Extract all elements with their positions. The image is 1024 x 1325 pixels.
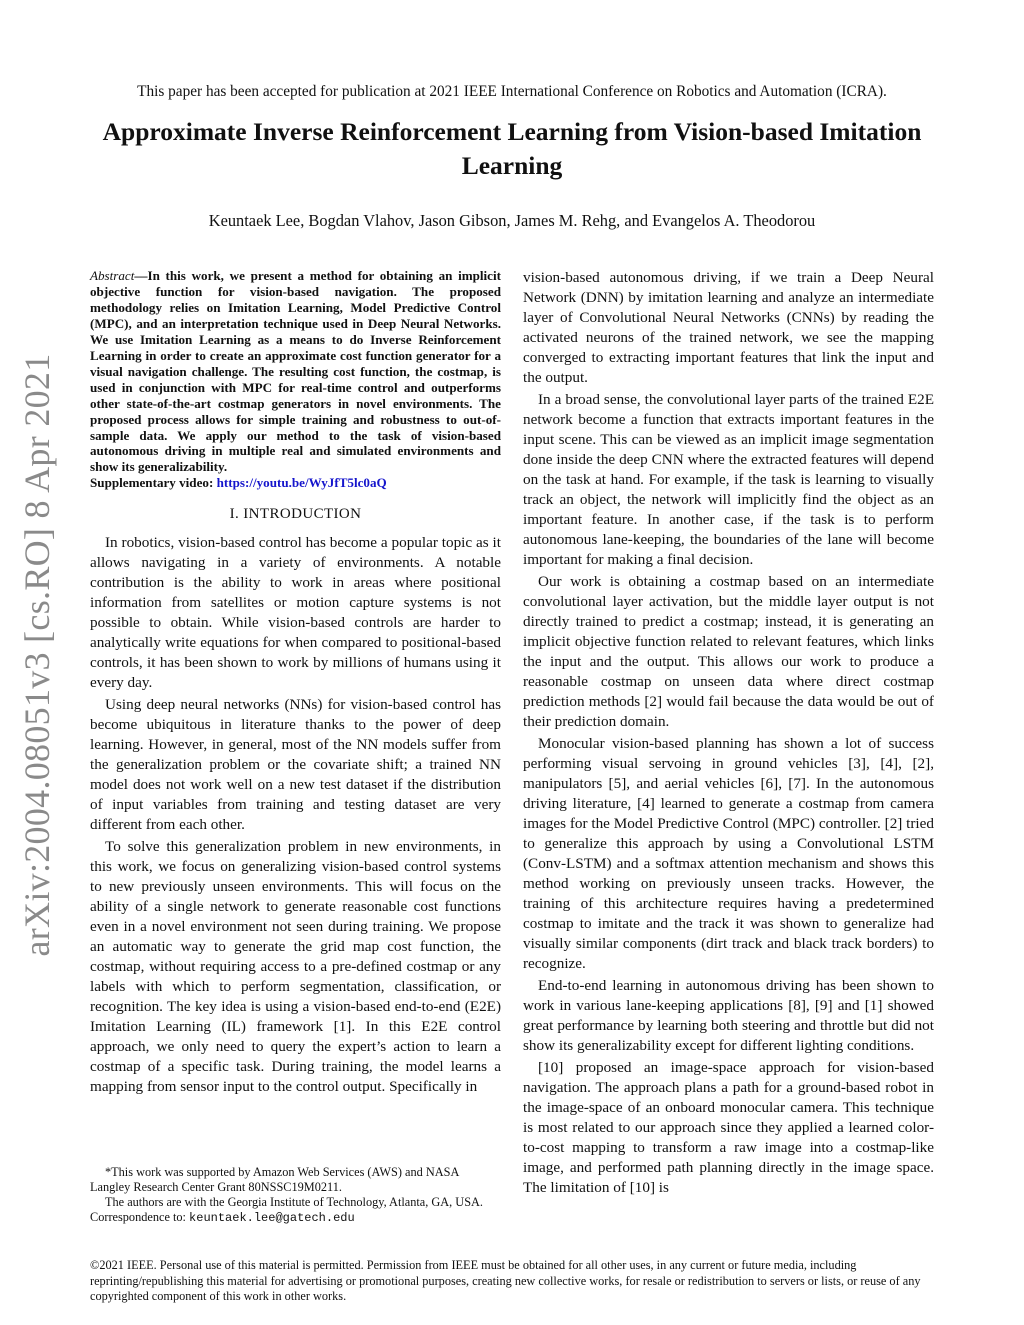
video-link[interactable]: https://youtu.be/WyJfT5lc0aQ xyxy=(216,475,387,491)
paragraph: Our work is obtaining a costmap based on an intermediate convolutional layer activation, but the middle layer output is not directly trained to predict a costmap; instead, it is generating an implicit objective function related to relevant features, which links the input and the output. This allows our work to produce a reasonable costmap on unseen data where direct costmap prediction methods [2] would fail because the data would be out of their prediction domain. xyxy=(523,573,934,730)
paragraph: To solve this generalization problem in new environments, in this work, we focus on generalizing vision-based control systems to new previously unseen environments. This will focus on the ability of a single network to generate reasonable cost functions even in a novel environment not seen during training. We propose an automatic way to generate the grid map cost function, the costmap, without requiring access to a pre-defined costmap or any labels with which to perform segmentation, classification, or recognition. The key idea is using a vision-based end-to-end (E2E) Imitation Learning (IL) framework [1]. In this E2E control approach, we only need to query the expert’s action to learn a costmap of a specific task. During training, the model learns a mapping from sensor input to the control output. Specifically in xyxy=(90,838,501,1096)
copyright-notice: ©2021 IEEE. Personal use of this material is permitted. Permission from IEEE must be obtained for all other uses, in any current or future media, including reprinting/republishing this material for advertising or promotional purposes, creating new collective works, for resale or redistribution to servers or lists, or reuse of any copyrighted component of this work in other works. xyxy=(90,1258,921,1303)
paragraph: In robotics, vision-based control has become a popular topic as it allows navigating in a variety of environments. A notable contribution is the ability to work in areas where positional information from satellites or motion capture systems is not possible to obtain. While vision-based controls are harder to analytically write equations for when compared to positional-based controls, it has been shown to work by millions of humans using it every day. xyxy=(90,534,501,692)
abstract-body: In this work, we present a method for obtaining an implicit objective function for vision-based navigation. The proposed methodology relies on Imitation Learning, Model Predictive Control (MPC), and an interpretation technique used in Deep Neural Networks. We use Imitation Learning as a means to do Inverse Reinforcement Learning in order to create an approximate cost function generator for a visual navigation challenge. The resulting cost function, the costmap, is used in conjunction with MPC for real-time control and outperforms other state-of-the-art costmap generators in novel environments. The proposed process allows for simple training and robustness to out-of-sample data. We apply our method to the task of vision-based autonomous driving in multiple real and simulated environments and show its generalizability. xyxy=(90,268,501,475)
abstract-dash: — xyxy=(134,268,148,283)
section-heading-introduction: I. INTRODUCTION xyxy=(229,506,362,523)
left-column xyxy=(90,268,501,1097)
arxiv-sidebar xyxy=(14,353,60,957)
abstract-label: Abstract xyxy=(90,268,135,283)
author-list: Keuntaek Lee, Bogdan Vlahov, Jason Gibson, James M. Rehg, and Evangelos A. Theodorou xyxy=(208,211,816,230)
video-label: Supplementary video: xyxy=(90,475,214,491)
publication-notice: This paper has been accepted for publication at 2021 IEEE International Conference on Robotics and Automation (ICRA). xyxy=(137,83,887,100)
footnote-support: *This work was supported by Amazon Web Services (AWS) and NASA Langley Research Center Grant 80NSSC19M0211. xyxy=(90,1165,459,1194)
paragraph: End-to-end learning in autonomous driving has been shown to work in various lane-keeping applications [8], [9] and [1] showed great performance by learning both steering and throttle but did not show its generalizability except for different lighting conditions. xyxy=(523,977,934,1054)
right-column xyxy=(523,268,934,1198)
paragraph: Monocular vision-based planning has shown a lot of success performing visual servoing in ground vehicles [3], [4], [2], manipulators [5], and aerial vehicles [6], [7]. In the autonomous driving literature, [4] learned to generate a costmap from camera images for the Model Predictive Control (MPC) controller. [2] tried to generalize this approach by using a Convolutional LSTM (Conv-LSTM) and a softmax attention mechanism and shows this method working on previously unseen tracks. However, the training of this architecture requires having a predetermined costmap to imitate and the track it was shown to generalize had visually similar components (dirt track and black track borders) to recognize. xyxy=(523,735,934,972)
affiliation-text: The authors are with the Georgia Institute of Technology, Atlanta, GA, USA. Correspondence to: xyxy=(90,1195,483,1224)
paragraph: [10] proposed an image-space approach for vision-based navigation. The approach plans a path for a ground-based robot in the image-space of an onboard monocular camera. This technique is most related to our approach since they applied a learned color-to-cost mapping to transform a raw image into a costmap-like image, and performed path planning directly in the image space. The limitation of [10] is xyxy=(523,1059,934,1196)
paragraph: Using deep neural networks (NNs) for vision-based control has become ubiquitous in literature thanks to the power of deep learning. However, in general, most of the NN models suffer from the generalization problem or the covariate shift; a trained NN model does not work well on a new test dataset if the distribution of input variables from training and testing dataset are very different from each other. xyxy=(90,696,501,834)
correspondence-email[interactable]: keuntaek.lee@gatech.edu xyxy=(189,1211,355,1225)
abstract xyxy=(90,268,501,491)
paragraph: In a broad sense, the convolutional layer parts of the trained E2E network become a function that extracts important features in the input scene. This can be viewed as an implicit image segmentation done inside the deep CNN where the extracted features will depend on the task at hand. For example, if the task is learning to visually track an object, the network will implicitly find the object as an important feature. In another case, if the task is to perform autonomous lane-keeping, the boundaries of the lane will become important for making a final decision. xyxy=(523,391,934,568)
paper-title: Approximate Inverse Reinforcement Learning from Vision-based Imitation Learning xyxy=(102,117,922,180)
footnote-affiliation xyxy=(90,1195,501,1226)
arxiv-stamp: arXiv:2004.08051v3 [cs.RO] 8 Apr 2021 xyxy=(17,353,57,957)
paragraph: vision-based autonomous driving, if we train a Deep Neural Network (DNN) by imitation learning and analyze an intermediate layer of Convolutional Neural Networks (CNNs) by reading the activated neurons of the trained network, we see the mapping converged to extracting important features that link the input and the output. xyxy=(523,269,934,386)
footnotes xyxy=(90,1165,501,1226)
